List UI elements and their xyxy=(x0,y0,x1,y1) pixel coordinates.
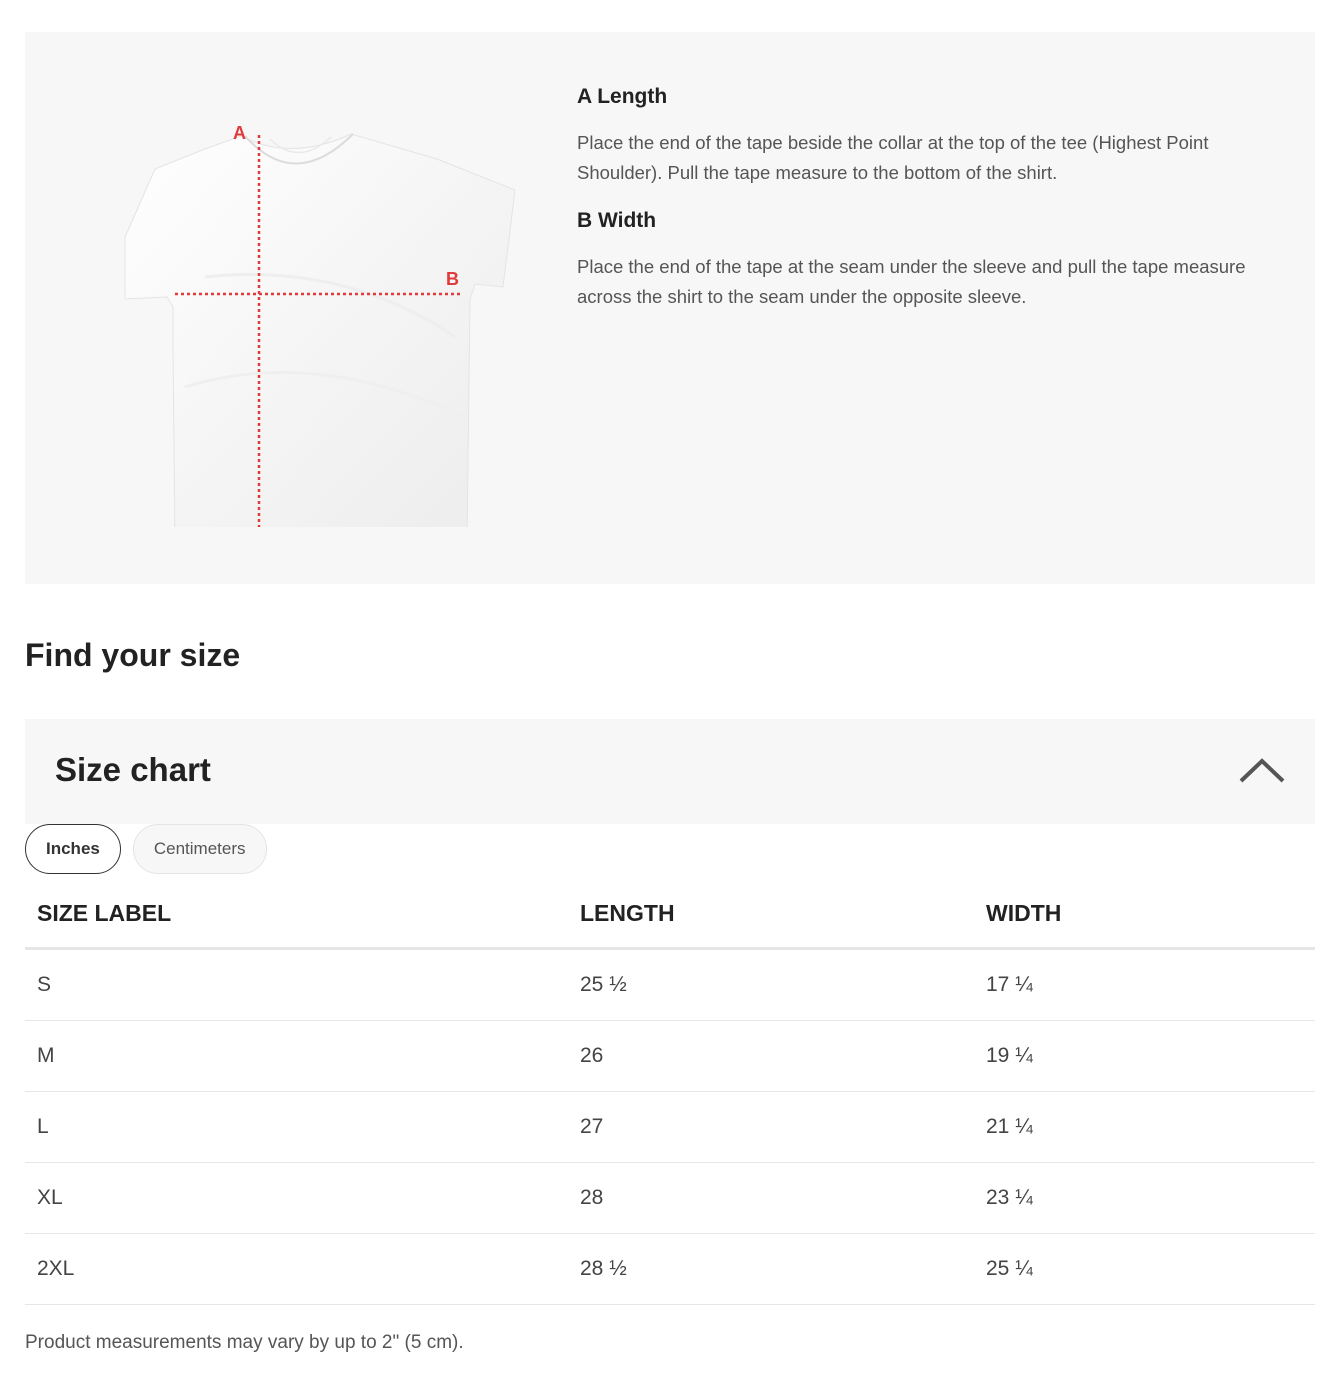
width-description: Place the end of the tape at the seam under the sleeve and pull the tape measure across the shirt to the seam under the opposite sleeve. xyxy=(577,256,1246,307)
table-row xyxy=(25,1021,1315,1092)
find-your-size-title: Find your size xyxy=(25,637,241,673)
header-width: WIDTH xyxy=(974,880,1315,949)
header-length: LENGTH xyxy=(568,880,974,949)
cell-size: 2XL xyxy=(25,1234,568,1305)
table-row xyxy=(25,1092,1315,1163)
size-chart-title: Size chart xyxy=(55,751,211,788)
table-row xyxy=(25,1163,1315,1234)
cell-width: 17 ¼ xyxy=(974,949,1315,1021)
cell-length: 28 ½ xyxy=(568,1234,974,1305)
width-heading: B Width xyxy=(577,209,657,232)
cell-size: XL xyxy=(25,1163,568,1234)
cell-size: L xyxy=(25,1092,568,1163)
unit-centimeters-button[interactable]: Centimeters xyxy=(133,824,267,874)
table-row xyxy=(25,1234,1315,1305)
label-a: A xyxy=(233,123,246,143)
cell-width: 21 ¼ xyxy=(974,1092,1315,1163)
cell-length: 27 xyxy=(568,1092,974,1163)
size-chart-accordion-header[interactable] xyxy=(25,719,1315,824)
tshirt-measurement-illustration xyxy=(95,87,515,527)
header-size-label: SIZE LABEL xyxy=(25,880,568,949)
table-row xyxy=(25,949,1315,1021)
size-table xyxy=(25,880,1315,1305)
chevron-up-icon[interactable] xyxy=(1237,753,1287,787)
cell-width: 25 ¼ xyxy=(974,1234,1315,1305)
table-header-row xyxy=(25,880,1315,949)
measurement-guide-panel xyxy=(25,32,1315,584)
measurement-instructions xyxy=(577,82,1257,330)
cell-size: M xyxy=(25,1021,568,1092)
cell-width: 23 ¼ xyxy=(974,1163,1315,1234)
length-description: Place the end of the tape beside the collar at the top of the tee (Highest Point Shoulder). Pull the tape measure to the bottom of the shirt. xyxy=(577,132,1209,183)
tshirt-shape xyxy=(125,134,515,527)
cell-length: 26 xyxy=(568,1021,974,1092)
unit-toggle xyxy=(25,824,267,878)
cell-length: 25 ½ xyxy=(568,949,974,1021)
label-b: B xyxy=(446,269,459,289)
cell-width: 19 ¼ xyxy=(974,1021,1315,1092)
cell-size: S xyxy=(25,949,568,1021)
measurement-disclaimer: Product measurements may vary by up to 2" (5 cm). xyxy=(25,1332,464,1353)
cell-length: 28 xyxy=(568,1163,974,1234)
length-heading: A Length xyxy=(577,85,668,108)
unit-inches-button[interactable]: Inches xyxy=(25,824,121,874)
